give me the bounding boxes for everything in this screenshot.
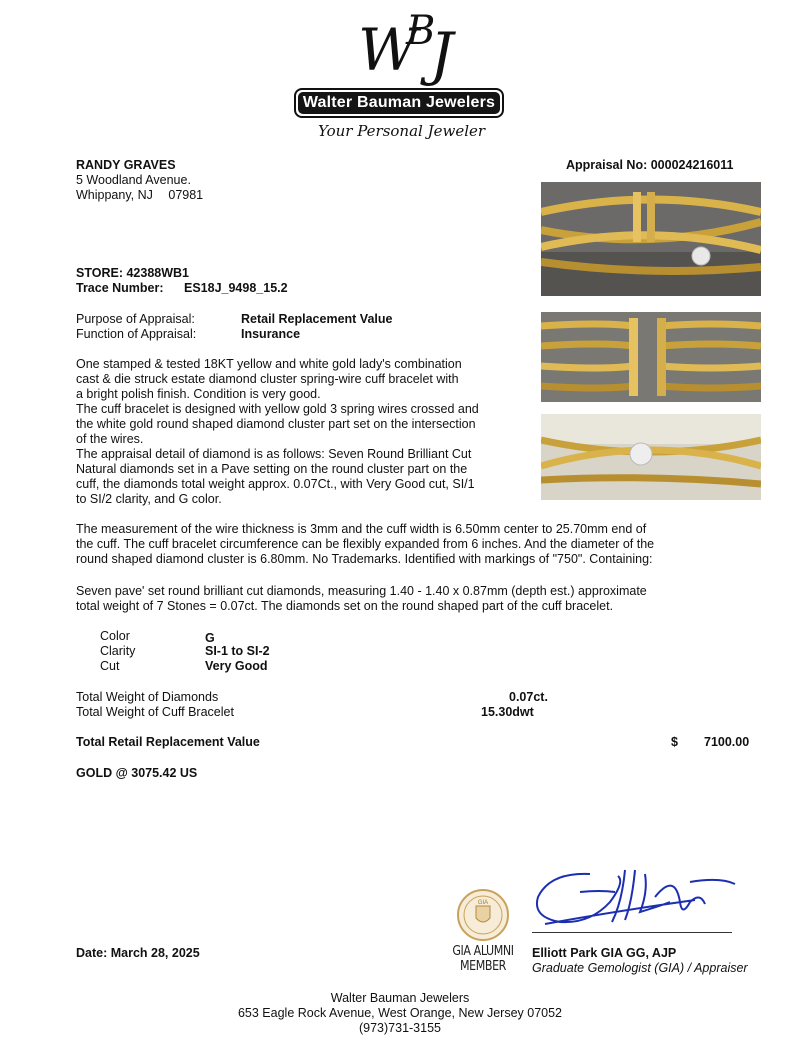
gia-emblem-icon — [443, 888, 523, 942]
appraisal-date: Date: March 28, 2025 — [76, 946, 200, 960]
total-value-label: Total Retail Replacement Value — [76, 735, 260, 749]
grading-color-label: Color — [100, 629, 130, 643]
trace-value: ES18J_9498_15.2 — [184, 281, 288, 295]
company-name: Walter Bauman Jewelers — [298, 92, 500, 114]
bracelet-weight-label: Total Weight of Cuff Bracelet — [76, 705, 234, 719]
seal-line1: GIA ALUMNI — [452, 943, 514, 959]
measurement-paragraph — [76, 522, 654, 567]
function-value: Insurance — [241, 327, 301, 341]
bracelet-photo-3 — [541, 414, 761, 500]
description-line: to SI/2 clarity, and G color. — [76, 492, 222, 506]
appraiser-title: Graduate Gemologist (GIA) / Appraiser — [532, 961, 748, 975]
monogram-logo: W B J — [358, 8, 446, 88]
diamond-weight-value: 0.07ct. — [509, 690, 548, 704]
description-line: the white gold round shaped diamond cluster part set on the intersection — [76, 417, 476, 431]
total-amount: 7100.00 — [704, 735, 750, 749]
tagline: Your Personal Jeweler — [318, 122, 486, 140]
description-line: The appraisal detail of diamond is as follows: Seven Round Brilliant Cut — [76, 447, 472, 461]
measurement-line: round shaped diamond cluster is 6.80mm. No Trademarks. Identified with markings of "750". Containing: — [76, 552, 653, 566]
grading-clarity-value: SI-1 to SI-2 — [205, 644, 270, 658]
total-currency: $ — [671, 735, 678, 749]
customer-city: Whippany, NJ — [76, 188, 153, 202]
diamonds-paragraph — [76, 584, 647, 614]
purpose-label: Purpose of Appraisal: — [76, 312, 195, 326]
grading-color-value: G — [205, 631, 215, 645]
appraiser-name: Elliott Park GIA GG, AJP — [532, 946, 677, 960]
store-id: STORE: 42388WB1 — [76, 266, 190, 280]
gia-alumni-seal — [443, 888, 523, 978]
grading-clarity-label: Clarity — [100, 644, 136, 658]
customer-city-state — [76, 188, 203, 203]
diamonds-line: total weight of 7 Stones = 0.07ct. The diamonds set on the round shaped part of the cuff bracelet. — [76, 599, 614, 613]
grading-cut-value: Very Good — [205, 659, 268, 673]
measurement-line: the cuff. The cuff bracelet circumference can be flexibly expanded from 6 inches. And the diameter of the — [76, 537, 655, 551]
customer-zip: 07981 — [168, 188, 204, 202]
company-name-banner — [294, 88, 504, 118]
description-line: a bright polish finish. Condition is very good. — [76, 387, 321, 401]
purpose-value: Retail Replacement Value — [241, 312, 393, 326]
customer-address: 5 Woodland Avenue. — [76, 173, 191, 187]
diamonds-line: Seven pave' set round brilliant cut diamonds, measuring 1.40 - 1.40 x 0.87mm (depth est.) approximate — [76, 584, 647, 598]
signature-line — [532, 932, 732, 933]
trace-label: Trace Number: — [76, 281, 164, 295]
bracelet-photo-1 — [541, 182, 761, 296]
footer-company: Walter Bauman Jewelers — [330, 991, 470, 1005]
bracelet-photo-2 — [541, 312, 761, 402]
description-line: Natural diamonds set in a Pave setting on the round cluster part on the — [76, 462, 468, 476]
footer-address: 653 Eagle Rock Avenue, West Orange, New Jersey 07052 — [237, 1006, 563, 1020]
measurement-line: The measurement of the wire thickness is 3mm and the cuff width is 6.50mm center to 25.70mm end of — [76, 522, 647, 536]
grading-cut-label: Cut — [100, 659, 120, 673]
description — [76, 357, 479, 507]
function-label: Function of Appraisal: — [76, 327, 197, 341]
footer-phone: (973)731-3155 — [358, 1021, 441, 1035]
gold-price: GOLD @ 3075.42 US — [76, 766, 198, 780]
description-line: The cuff bracelet is designed with yellow gold 3 spring wires crossed and — [76, 402, 479, 416]
company-logo — [290, 8, 510, 140]
footer — [0, 991, 800, 1036]
diamond-weight-label: Total Weight of Diamonds — [76, 690, 219, 704]
customer-name: RANDY GRAVES — [76, 158, 176, 172]
trace-number — [76, 281, 288, 296]
appraisal-number: Appraisal No: 000024216011 — [566, 158, 734, 172]
description-line: cast & die struck estate diamond cluster spring-wire cuff bracelet with — [76, 372, 459, 386]
gia-emblem-text: GIA — [477, 900, 489, 906]
seal-line2: MEMBER — [460, 958, 506, 974]
description-line: of the wires. — [76, 432, 144, 446]
description-line: One stamped & tested 18KT yellow and white gold lady's combination — [76, 357, 462, 371]
bracelet-weight-value: 15.30dwt — [481, 705, 534, 719]
appraiser-signature — [530, 862, 740, 934]
description-line: cuff, the diamonds total weight approx. 0.07Ct., with Very Good cut, SI/1 — [76, 477, 475, 491]
